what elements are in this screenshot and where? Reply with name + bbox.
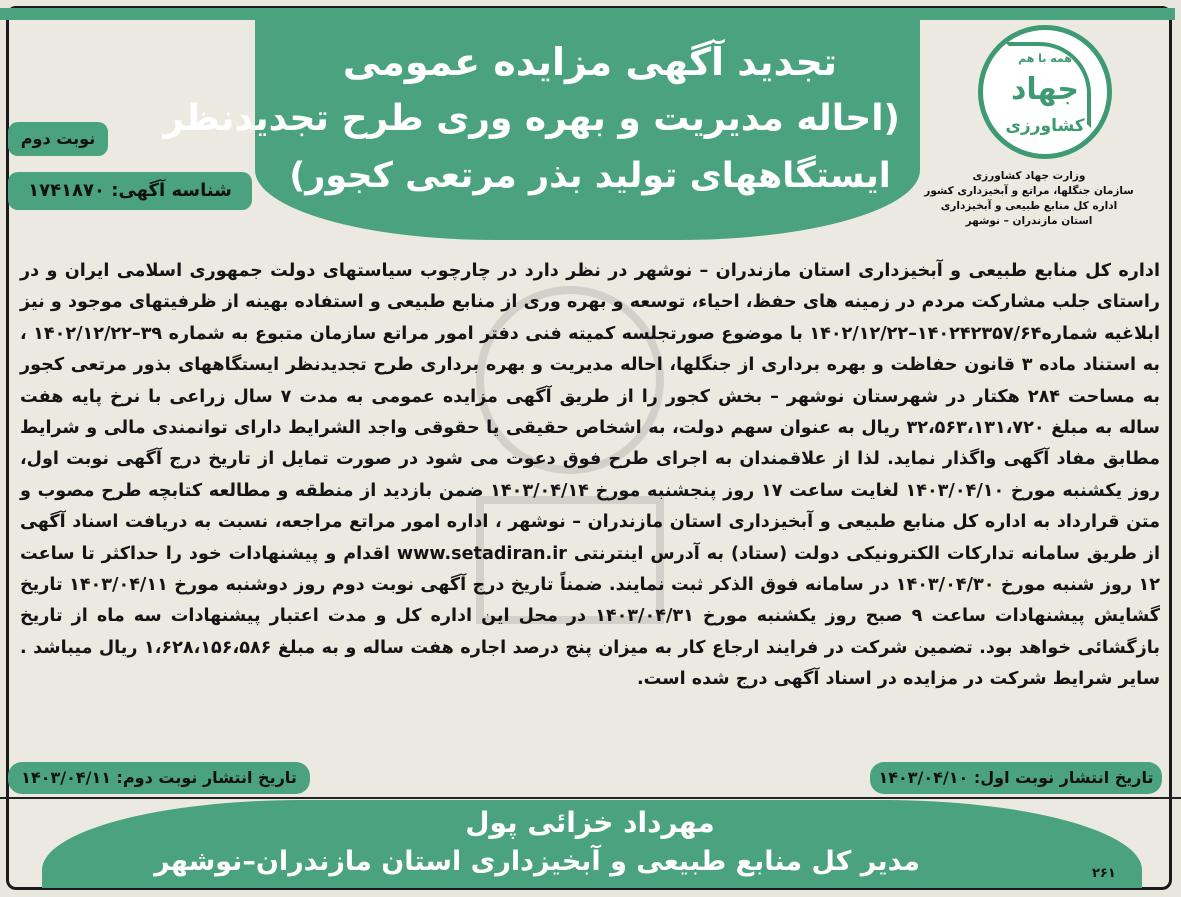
separator-line [0, 797, 1181, 799]
ad-title-line-1: تجدید آگهی مزایده عمومی [342, 40, 838, 84]
logo-bottom-text: کشاورزی [1005, 116, 1085, 136]
org-line-4: استان مازندران – نوشهر [965, 215, 1093, 227]
org-line-3: اداره کل منابع طبیعی و آبخیزداری [940, 200, 1118, 212]
org-line-1: وزارت جهاد کشاورزی [972, 170, 1086, 182]
ad-title-line-2: (احاله مدیریت و بهره وری طرح تجدیدنظر [163, 98, 900, 139]
round-badge: نوبت دوم [8, 122, 108, 156]
ad-title-line-3: ایستگاههای تولید بذر مرتعی کجور) [289, 156, 891, 196]
signatory-name: مهرداد خزائی پول [465, 806, 715, 839]
jahad-keshavarzi-logo [978, 25, 1112, 159]
second-publication-date: تاریخ انتشار نوبت دوم: ۱۴۰۳/۰۴/۱۱ [8, 762, 310, 794]
page-number: ۲۶۱ [1092, 866, 1116, 881]
signatory-position: مدیر کل منابع طبیعی و آبخیزداری استان مازندران–نوشهر [154, 846, 920, 877]
first-publication-date: تاریخ انتشار نوبت اول: ۱۴۰۳/۰۴/۱۰ [870, 762, 1162, 794]
logo-main-text: جهاد [1010, 72, 1080, 107]
org-line-2: سازمان جنگلها، مراتع و آبخیزداری کشور [924, 185, 1134, 197]
ad-body-text: اداره کل منابع طبیعی و آبخیزداری استان مازندران – نوشهر در نظر دارد در چارچوب سیاستهای دولت جمهوری اسلامی ایران و در راستای جلب مشارکت مردم در زمینه های حفظ، احیاء، توسعه و بهره وری از منابع طبیعی و استفاده بهینه از ظرفیتهای موجود و نیز ابلاغیه شماره۱۴۰۲۴۲۳۵۷/۶۴–۱۴۰۲/۱۲/۲۲ با موضوع صورتجلسه کمیته فنی دفتر امور مراتع سازمان متبوع به شماره ۳۹–۱۴۰۲/۱۲/۲۲ ، به استناد ماده ۳ قانون حفاظت و بهره برداری از جنگلها، احاله مدیریت و بهره برداری طرح تجدیدنظر ایستگاههای بذور مرتعی کجور به مساحت ۲۸۴ هکتار در شهرستان نوشهر – بخش کجور را از طریق آگهی مزایده عمومی به مدت ۷ سال زراعی با نرخ پایه هفت ساله به مبلغ ۳۲،۵۶۳،۱۳۱،۷۲۰ ریال به عنوان سهم دولت، به اشخاص حقیقی یا حقوقی واجد الشرایط دارای توانمندی مالی و شرایط مطابق مفاد آگهی واگذار نماید. لذا از علاقمندان به اجرای طرح فوق دعوت می شود در صورت تمایل از تاریخ درج آگهی نوبت اول، روز یکشنبه مورخ ۱۴۰۳/۰۴/۱۰ لغایت ساعت ۱۷ روز پنجشنبه مورخ ۱۴۰۳/۰۴/۱۴ ضمن بازدید از منطقه و مطالعه کتابچه طرح مصوب و متن قرارداد به اداره کل منابع طبیعی و آبخیزداری استان مازندران – نوشهر ، اداره امور مراتع مراجعه، نسبت به دریافت اسناد آگهی از طریق سامانه تدارکات الکترونیکی دولت (ستاد) به آدرس اینترنتی www.setadiran.ir اقدام و پیشنهادات خود را حداکثر تا ساعت ۱۲ روز شنبه مورخ ۱۴۰۳/۰۴/۳۰ در سامانه فوق الذکر ثبت نمایند. ضمناً تاریخ درج آگهی نوبت دوم روز دوشنبه مورخ ۱۴۰۳/۰۴/۱۱ تاریخ گشایش پیشنهادات ساعت ۹ صبح روز یکشنبه مورخ ۱۴۰۳/۰۴/۳۱ در محل این اداره کل و مدت اعتبار پیشنهادات سه ماه از تاریخ بازگشائی خواهد بود. تضمین شرکت در فرایند ارجاع کار به میزان پنج درصد اجاره هفت ساله و به مبلغ ۱،۶۲۸،۱۵۶،۵۸۶ ریال میباشد . سایر شرایط شرکت در مزایده در اسناد آگهی درج شده است. [20, 261, 1161, 690]
ad-id-badge: شناسه آگهی: ۱۷۴۱۸۷۰ [8, 172, 252, 210]
logo-top-text: همه با هم [1018, 52, 1072, 65]
